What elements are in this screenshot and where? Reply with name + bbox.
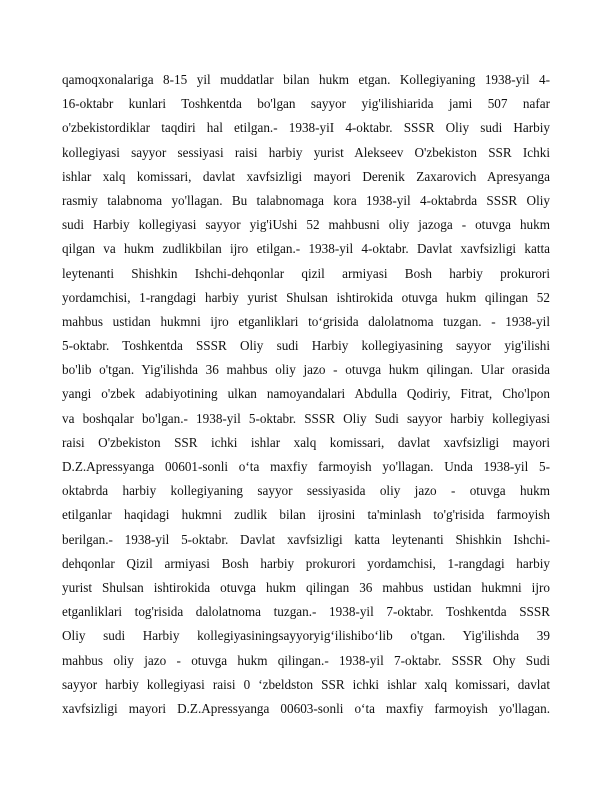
text-line: 5-oktabr. Toshkentda SSSR Oliy sudi Harbiy kollegiyasining sayyor yig'ilishi: [62, 338, 550, 354]
text-line: D.Z.Apressyanga 00601-sonli o‘ta maxfiy farmoyish yo'llagan. Unda 1938-yil 5-: [62, 459, 550, 474]
text-line: etganliklari tog'risida dalolatnoma tuzgan.- 1938-yil 7-oktabr. Toshkentda SSSR: [62, 604, 550, 620]
text-line: raisi O'zbekiston SSR ichki ishlar xalq komissari, davlat xavfsizligi mayori: [62, 434, 550, 450]
text-line: 16-oktabr kunlari Toshkentda bo'lgan sayyor yig'ilishiarida jami 507 nafar: [62, 96, 550, 112]
text-line: oktabrda harbiy kollegiyaning sayyor sessiyasida oliy jazo - otuvga hukm: [62, 483, 550, 499]
text-line: va boshqalar bo'lgan.- 1938-yil 5-oktabr. SSSR Oliy Sudi sayyor harbiy kollegiyasi: [62, 410, 550, 426]
text-line: etilganlar haqidagi hukmni zudlik bilan ijrosini ta'minlash to'g'risida farmoyish: [62, 507, 550, 523]
text-line: yordamchisi, 1-rangdagi harbiy yurist Shulsan ishtirokida otuvga hukm qilingan 52: [62, 289, 550, 305]
text-line: xavfsizligi mayori D.Z.Apressyanga 00603-sonli o‘ta maxfiy farmoyish yo'llagan.: [62, 700, 550, 716]
text-line: mahbus oliy jazo - otuvga hukm qilingan.- 1938-yil 7-oktabr. SSSR Ohy Sudi: [62, 652, 550, 668]
text-line: mahbus ustidan hukmni ijro etganliklari to‘grisida dalolatnoma tuzgan. - 1938-yil: [62, 313, 550, 329]
text-line: rasmiy talabnoma yo'llagan. Bu talabnomaga kora 1938-yil 4-oktabrda SSSR Oliy: [62, 192, 550, 208]
text-line: o'zbekistordiklar taqdiri hal etilgan.- 1938-yiI 4-oktabr. SSSR Oliy sudi Harbiy: [62, 120, 550, 136]
text-line: qamoqxonalariga 8-15 yil muddatlar bilan hukm etgan. Kollegiyaning 1938-yil 4-: [62, 72, 550, 87]
text-line: ishlar xalq komissari, davlat xavfsizligi mayori Derenik Zaxarovich Apresyanga: [62, 168, 550, 184]
body-paragraph: [62, 68, 550, 721]
text-line: dehqonlar Qizil armiyasi Bosh harbiy prokurori yordamchisi, 1-rangdagi harbiy: [62, 555, 550, 571]
text-line: sayyor harbiy kollegiyasi raisi 0 ‘zbeldston SSR ichki ishlar xalq komissari, davlat: [62, 676, 550, 692]
text-line: berilgan.- 1938-yil 5-oktabr. Davlat xavfsizligi katta leytenanti Shishkin Ishchi-: [62, 531, 550, 547]
text-line: yangi o'zbek adabiyotining ulkan namoyandalari Abdulla Qodiriy, Fitrat, Cho'lpon: [62, 386, 550, 402]
text-line: Oliy sudi Harbiy kollegiyasiningsayyoryig‘ilishibo‘lib o'tgan. Yig'ilishda 39: [62, 628, 550, 644]
text-line: leytenanti Shishkin Ishchi-dehqonlar qizil armiyasi Bosh harbiy prokurori: [62, 265, 550, 281]
text-line: kollegiyasi sayyor sessiyasi raisi harbiy yurist Alekseev O'zbekiston SSR Ichki: [62, 144, 550, 160]
text-line: yurist Shulsan ishtirokida otuvga hukm qilingan 36 mahbus ustidan hukmni ijro: [62, 579, 550, 595]
text-line: sudi Harbiy kollegiyasi sayyor yig'iUshi 52 mahbusni oliy jazoga - otuvga hukm: [62, 217, 550, 233]
text-line: bo'lib o'tgan. Yig'ilishda 36 mahbus oliy jazo - otuvga hukm qilingan. Ular orasida: [62, 362, 550, 378]
text-line: qilgan va hukm zudlikbilan ijro etilgan.- 1938-yil 4-oktabr. Davlat xavfsizligi katta: [62, 241, 550, 257]
